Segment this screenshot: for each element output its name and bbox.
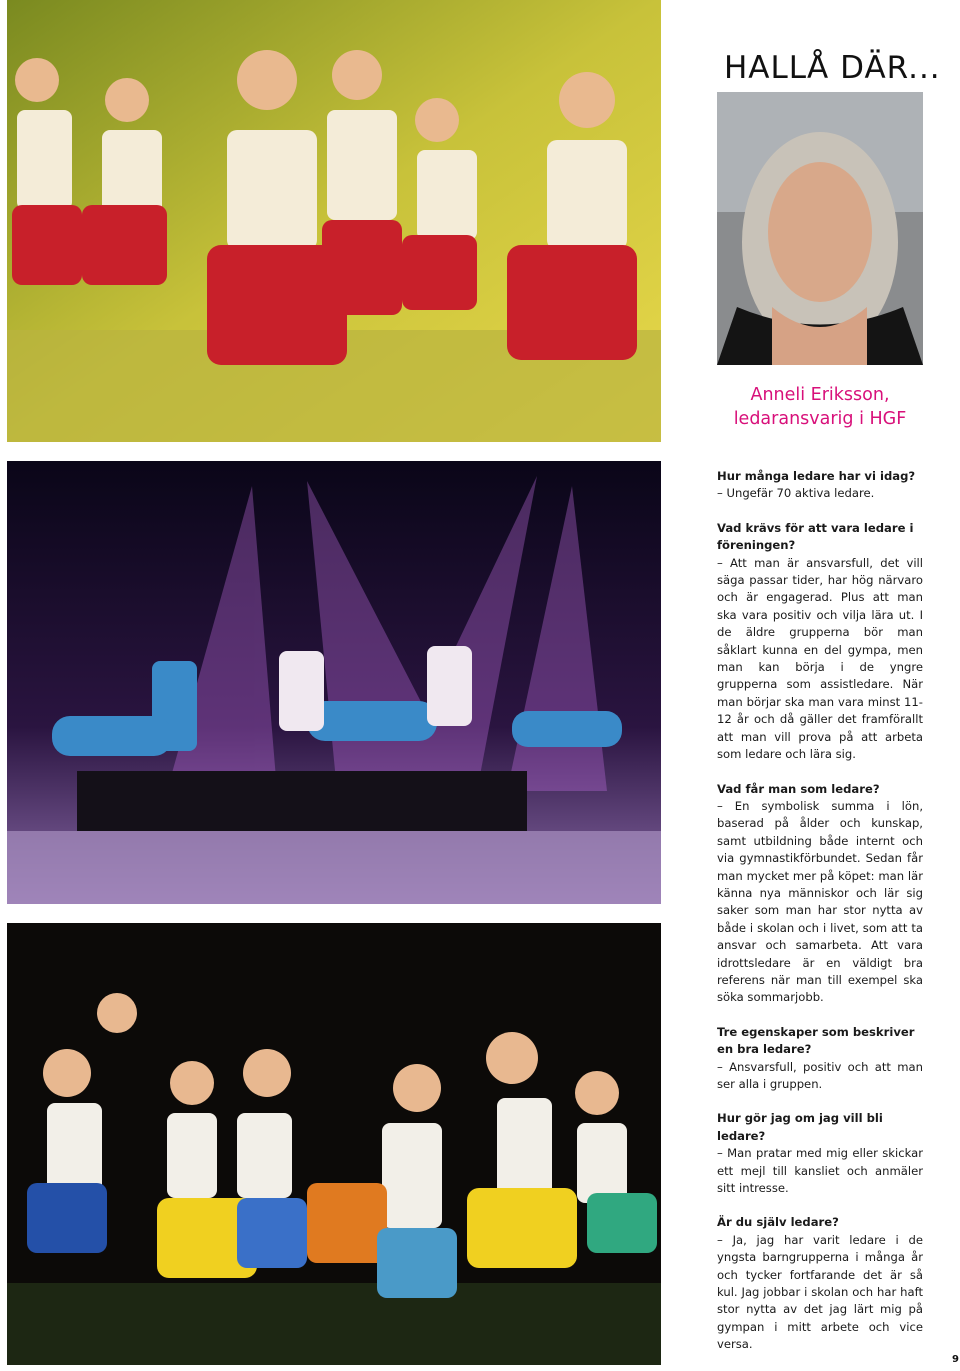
- portrait-photo: [717, 92, 923, 365]
- answer: – En symbolisk summa i lön, baserad på ålder och kunskap, samt utbildning både internt och via gymnastikförbundet. Sedan får man mycket mer på köpet: man lär känna nya människor och lär sig saker som man har stor nytta av både i skolan och i livet, som att ta ansvar och samarbeta. Att vara idrottsledare är en väldigt bra referens när man till exempel ska söka sommarjobb.: [717, 798, 923, 1005]
- profile-role: ledaransvarig i HGF: [733, 409, 907, 429]
- dance-photo-children-skirts: [7, 923, 661, 1365]
- interview: [717, 468, 923, 1371]
- qa-item: [717, 1110, 923, 1197]
- page-title: HALLÅ DÄR...: [724, 50, 941, 86]
- qa-item: [717, 520, 923, 764]
- question: Vad krävs för att vara ledare i föreningen?: [717, 520, 914, 553]
- qa-item: [717, 1024, 923, 1094]
- question: Tre egenskaper som beskriver en bra ledare?: [717, 1024, 915, 1057]
- question: Hur gör jag om jag vill bli ledare?: [717, 1111, 883, 1143]
- dance-photo-red-skirts: [7, 0, 661, 442]
- profile-caption: [717, 383, 923, 431]
- answer: – Ansvarsfull, positiv och att man ser alla i gruppen.: [717, 1059, 923, 1091]
- answer: – Ja, jag har varit ledare i de yngsta barngrupperna i många år och tycker fortfarande det är så kul. Jag jobbar i skolan och har haft stor nytta av det jag lärt mig på gympan i mitt arbete och vice versa.: [717, 1232, 923, 1352]
- question: Vad får man som ledare?: [717, 781, 880, 796]
- answer: – Ungefär 70 aktiva ledare.: [717, 486, 875, 501]
- question: Är du själv ledare?: [717, 1215, 839, 1230]
- question: Hur många ledare har vi idag?: [717, 469, 916, 483]
- qa-item: [717, 781, 923, 1007]
- qa-item: [717, 468, 923, 503]
- answer: – Man pratar med mig eller skickar ett mejl till kansliet och anmäler sitt intresse.: [717, 1146, 923, 1196]
- profile-name: Anneli Eriksson,: [750, 385, 890, 405]
- answer: – Att man är ansvarsfull, det vill säga passar tider, har hög närvaro och är engagerad. Plus att man ska vara positiv och vilja lära ut. I de äldre grupperna bör man såklart kunna en del gympa, men man kan börja i de yngre grupperna som assistledare. När man börjar ska man vara minst 11-12 år och då gäller det framförallt att man vill prova på att arbeta som ledare och lära sig.: [717, 555, 923, 762]
- dance-photo-stage-spotlights: [7, 461, 661, 904]
- page-number: 9: [952, 1354, 959, 1365]
- qa-item: [717, 1214, 923, 1353]
